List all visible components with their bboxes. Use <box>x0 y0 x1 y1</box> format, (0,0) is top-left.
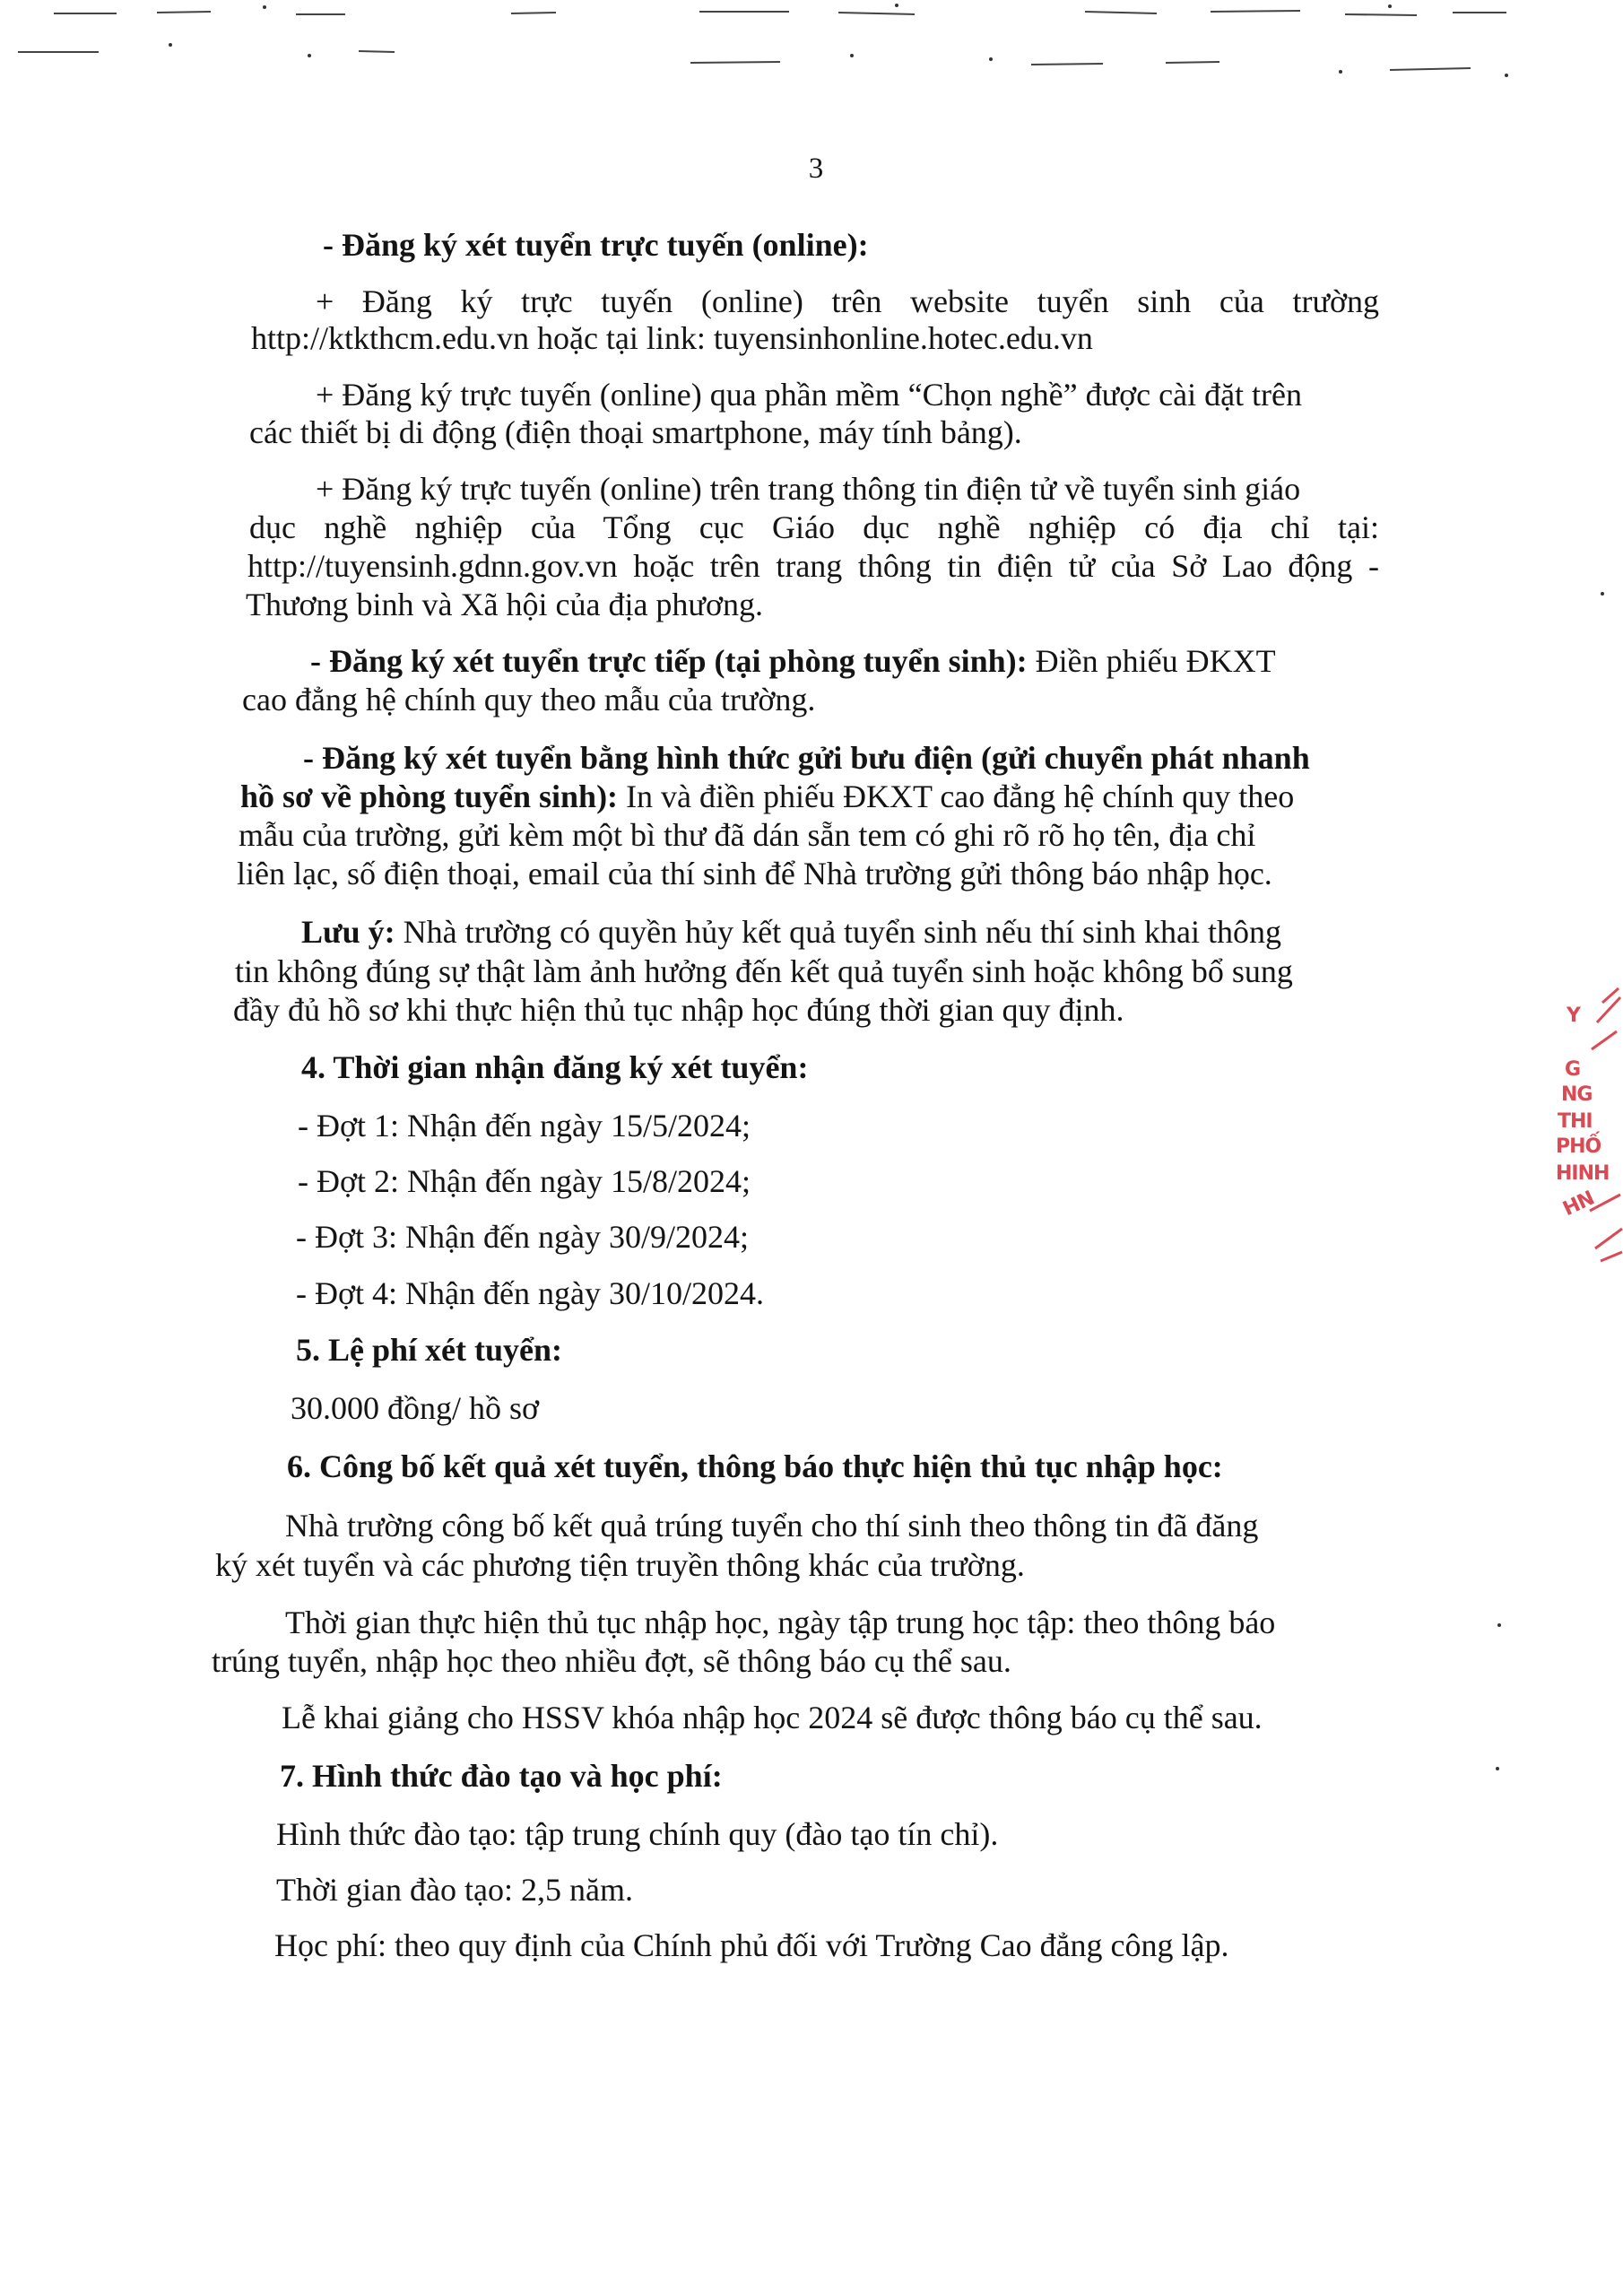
scan-speck <box>1496 1767 1499 1770</box>
section-6-para-3: Lễ khai giảng cho HSSV khóa nhập học 2024 sẽ được thông báo cụ thể sau. <box>282 1700 1263 1735</box>
direct-registration-line-1: - Đăng ký xét tuyển trực tiếp (tại phòng tuyển sinh): Điền phiếu ĐKXT <box>310 643 1276 679</box>
post-registration-line-1: - Đăng ký xét tuyển bằng hình thức gửi bưu điện (gửi chuyển phát nhanh <box>303 740 1310 776</box>
seal-text-2: G <box>1565 1058 1581 1081</box>
post-registration-line-2: hồ sơ về phòng tuyển sinh): In và điền phiếu ĐKXT cao đẳng hệ chính quy theo <box>240 778 1295 814</box>
online-item-3-line-2: dục nghề nghiệp của Tổng cục Giáo dục nghề nghiệp có địa chỉ tại: <box>249 509 1379 545</box>
online-item-3-line-4: Thương binh và Xã hội của địa phương. <box>246 587 763 622</box>
seal-text-1: Y <box>1567 1004 1580 1027</box>
online-item-2-line-1: + Đăng ký trực tuyến (online) qua phần mềm “Chọn nghề” được cài đặt trên <box>316 377 1303 413</box>
section-7-heading: 7. Hình thức đào tạo và học phí: <box>280 1758 723 1794</box>
section-5-heading: 5. Lệ phí xét tuyển: <box>296 1332 562 1368</box>
seal-text-6: HINH <box>1556 1162 1610 1185</box>
online-item-1-line-1: + Đăng ký trực tuyến (online) trên website tuyển sinh của trường <box>316 283 1379 319</box>
section-6-para-2-line-1: Thời gian thực hiện thủ tục nhập học, ngày tập trung học tập: theo thông báo <box>285 1605 1276 1640</box>
scan-edge-marks <box>0 0 1623 81</box>
section-7-item-2: Thời gian đào tạo: 2,5 năm. <box>276 1872 633 1908</box>
section-4-item-3: - Đợt 3: Nhận đến ngày 30/9/2024; <box>296 1219 749 1255</box>
section-4-heading: 4. Thời gian nhận đăng ký xét tuyển: <box>301 1049 809 1085</box>
section-4-item-1: - Đợt 1: Nhận đến ngày 15/5/2024; <box>298 1108 751 1144</box>
section-7-item-3: Học phí: theo quy định của Chính phủ đối với Trường Cao đẳng công lập. <box>274 1927 1229 1963</box>
direct-registration-line-2: cao đẳng hệ chính quy theo mẫu của trường. <box>242 682 816 718</box>
section-4-item-4: - Đợt 4: Nhận đến ngày 30/10/2024. <box>296 1275 764 1311</box>
section-6-para-2-line-2: trúng tuyển, nhập học theo nhiều đợt, sẽ thông báo cụ thể sau. <box>212 1643 1011 1679</box>
online-item-1-line-2: http://ktkthcm.edu.vn hoặc tại link: tuyensinhonline.hotec.edu.vn <box>251 320 1093 356</box>
section-7-item-1: Hình thức đào tạo: tập trung chính quy (đào tạo tín chỉ). <box>276 1816 999 1852</box>
red-seal-fragment <box>1556 987 1623 1265</box>
online-item-3-line-3: http://tuyensinh.gdnn.gov.vn hoặc trên trang thông tin điện tử của Sở Lao động - <box>247 548 1379 584</box>
online-heading: - Đăng ký xét tuyển trực tuyến (online): <box>323 227 869 263</box>
post-registration-line-4: liên lạc, số điện thoại, email của thí sinh để Nhà trường gửi thông báo nhập học. <box>237 856 1272 891</box>
section-6-para-1-line-2: ký xét tuyển và các phương tiện truyền thông khác của trường. <box>215 1547 1025 1583</box>
note-line-3: đầy đủ hồ sơ khi thực hiện thủ tục nhập học đúng thời gian quy định. <box>233 992 1124 1028</box>
page-number: 3 <box>808 152 824 185</box>
section-4-item-2: - Đợt 2: Nhận đến ngày 15/8/2024; <box>298 1163 751 1199</box>
section-6-para-1-line-1: Nhà trường công bố kết quả trúng tuyển cho thí sinh theo thông tin đã đăng <box>285 1508 1259 1544</box>
section-5-fee: 30.000 đồng/ hồ sơ <box>291 1390 540 1426</box>
seal-text-3: NG <box>1561 1083 1593 1106</box>
post-registration-line-3: mẫu của trường, gửi kèm một bì thư đã dán sẵn tem có ghi rõ rõ họ tên, địa chỉ <box>239 817 1256 853</box>
note-line-2: tin không đúng sự thật làm ảnh hưởng đến kết quả tuyển sinh hoặc không bổ sung <box>235 953 1293 989</box>
scan-speck <box>1601 592 1604 596</box>
seal-text-5: PHỐ <box>1556 1135 1601 1158</box>
note-line-1: Lưu ý: Nhà trường có quyền hủy kết quả tuyển sinh nếu thí sinh khai thông <box>301 914 1282 950</box>
online-item-2-line-2: các thiết bị di động (điện thoại smartphone, máy tính bảng). <box>249 414 1022 450</box>
section-6-heading: 6. Công bố kết quả xét tuyển, thông báo thực hiện thủ tục nhập học: <box>287 1448 1223 1484</box>
seal-text-7: HN <box>1559 1187 1598 1222</box>
online-item-3-line-1: + Đăng ký trực tuyến (online) trên trang thông tin điện tử về tuyển sinh giáo <box>316 471 1301 507</box>
seal-text-4: THI <box>1558 1110 1593 1133</box>
scan-speck <box>1497 1623 1501 1627</box>
